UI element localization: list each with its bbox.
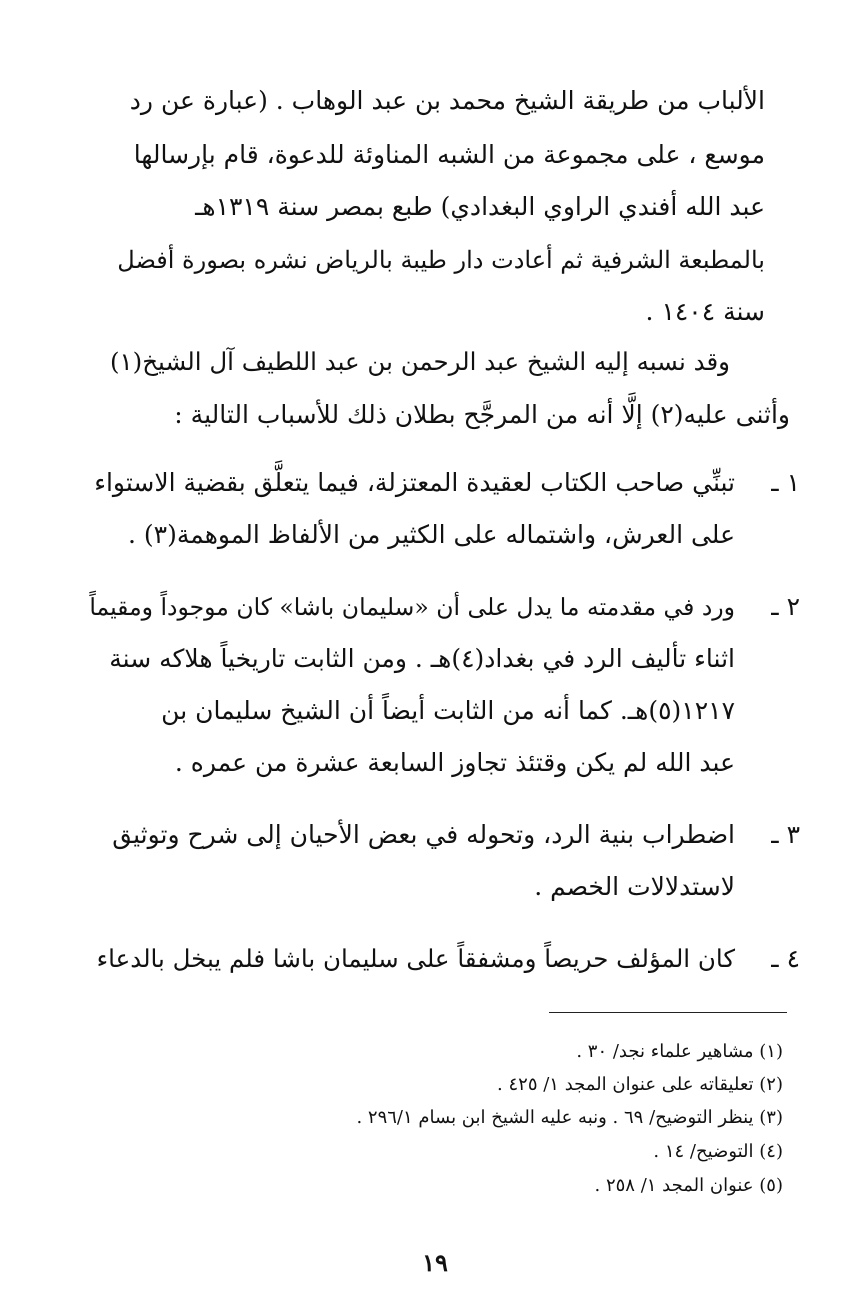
page-number: ١٩ (422, 1248, 448, 1277)
footnote-5: (٥) عنوان المجد ١/ ٢٥٨ . (594, 1175, 783, 1196)
list-item-4-line-1: كان المؤلف حريصاً ومشفقاً على سليمان باشا فلم يبخل بالدعاء (96, 944, 735, 973)
list-item-2-line-2: اثناء تأليف الرد في بغداد(٤)هـ . ومن الثابت تاريخياً هلاكه سنة (109, 644, 735, 673)
footnote-separator (549, 1012, 787, 1013)
list-item-1-line-1: تبنِّي صاحب الكتاب لعقيدة المعتزلة، فيما يتعلَّق بقضية الاستواء (94, 468, 735, 497)
list-item-3-line-2: لاستدلالات الخصم . (534, 872, 735, 901)
list-item-4-number: ٤ ـ (771, 944, 800, 973)
paragraph-1-line-4: بالمطبعة الشرفية ثم أعادت دار طيبة بالرياض نشره بصورة أفضل (117, 246, 765, 274)
paragraph-1-line-5: سنة ١٤٠٤ . (645, 297, 765, 326)
text-span: الألباب من طريقة الشيخ محمد بن عبد الوهاب . (عبارة عن رد (129, 86, 765, 115)
list-item-2-line-4: عبد الله لم يكن وقتئذ تجاوز السابعة عشرة من عمره . (174, 748, 735, 777)
list-item-2-number: ٢ ـ (771, 592, 800, 621)
footnote-3: (٣) ينظر التوضيح/ ٦٩ . ونبه عليه الشيخ ابن بسام ٢٩٦/١ . (356, 1107, 783, 1128)
footnote-1: (١) مشاهير علماء نجد/ ٣٠ . (576, 1041, 783, 1062)
paragraph-2-line-2: وأثنى عليه(٢) إلَّا أنه من المرجَّح بطلان ذلك للأسباب التالية : (174, 400, 790, 429)
paragraph-1-line-1 (115, 84, 765, 118)
footnote-2: (٢) تعليقاته على عنوان المجد ١/ ٤٢٥ . (497, 1074, 783, 1095)
list-item-3-number: ٣ ـ (771, 820, 800, 849)
footnote-4: (٤) التوضيح/ ١٤ . (653, 1141, 783, 1162)
list-item-2-line-3: ١٢١٧(٥)هـ. كما أنه من الثابت أيضاً أن الشيخ سليمان بن (161, 696, 735, 725)
list-item-1-line-2: على العرش، واشتماله على الكثير من الألفاظ الموهمة(٣) . (128, 520, 735, 549)
list-item-2-line-1: ورد في مقدمته ما يدل على أن «سليمان باشا» كان موجوداً ومقيماً (89, 593, 735, 621)
paragraph-1-line-3: عبد الله أفندي الراوي البغدادي) طبع بمصر سنة ١٣١٩هـ (195, 192, 765, 221)
list-item-3-line-1: اضطراب بنية الرد، وتحوله في بعض الأحيان إلى شرح وتوثيق (112, 820, 735, 849)
paragraph-2-line-1: وقد نسبه إليه الشيخ عبد الرحمن بن عبد اللطيف آل الشيخ(١) (109, 347, 730, 376)
paragraph-1-line-2: موسع ، على مجموعة من الشبه المناوئة للدعوة، قام بإرسالها (133, 140, 765, 169)
list-item-1-number: ١ ـ (771, 468, 800, 497)
